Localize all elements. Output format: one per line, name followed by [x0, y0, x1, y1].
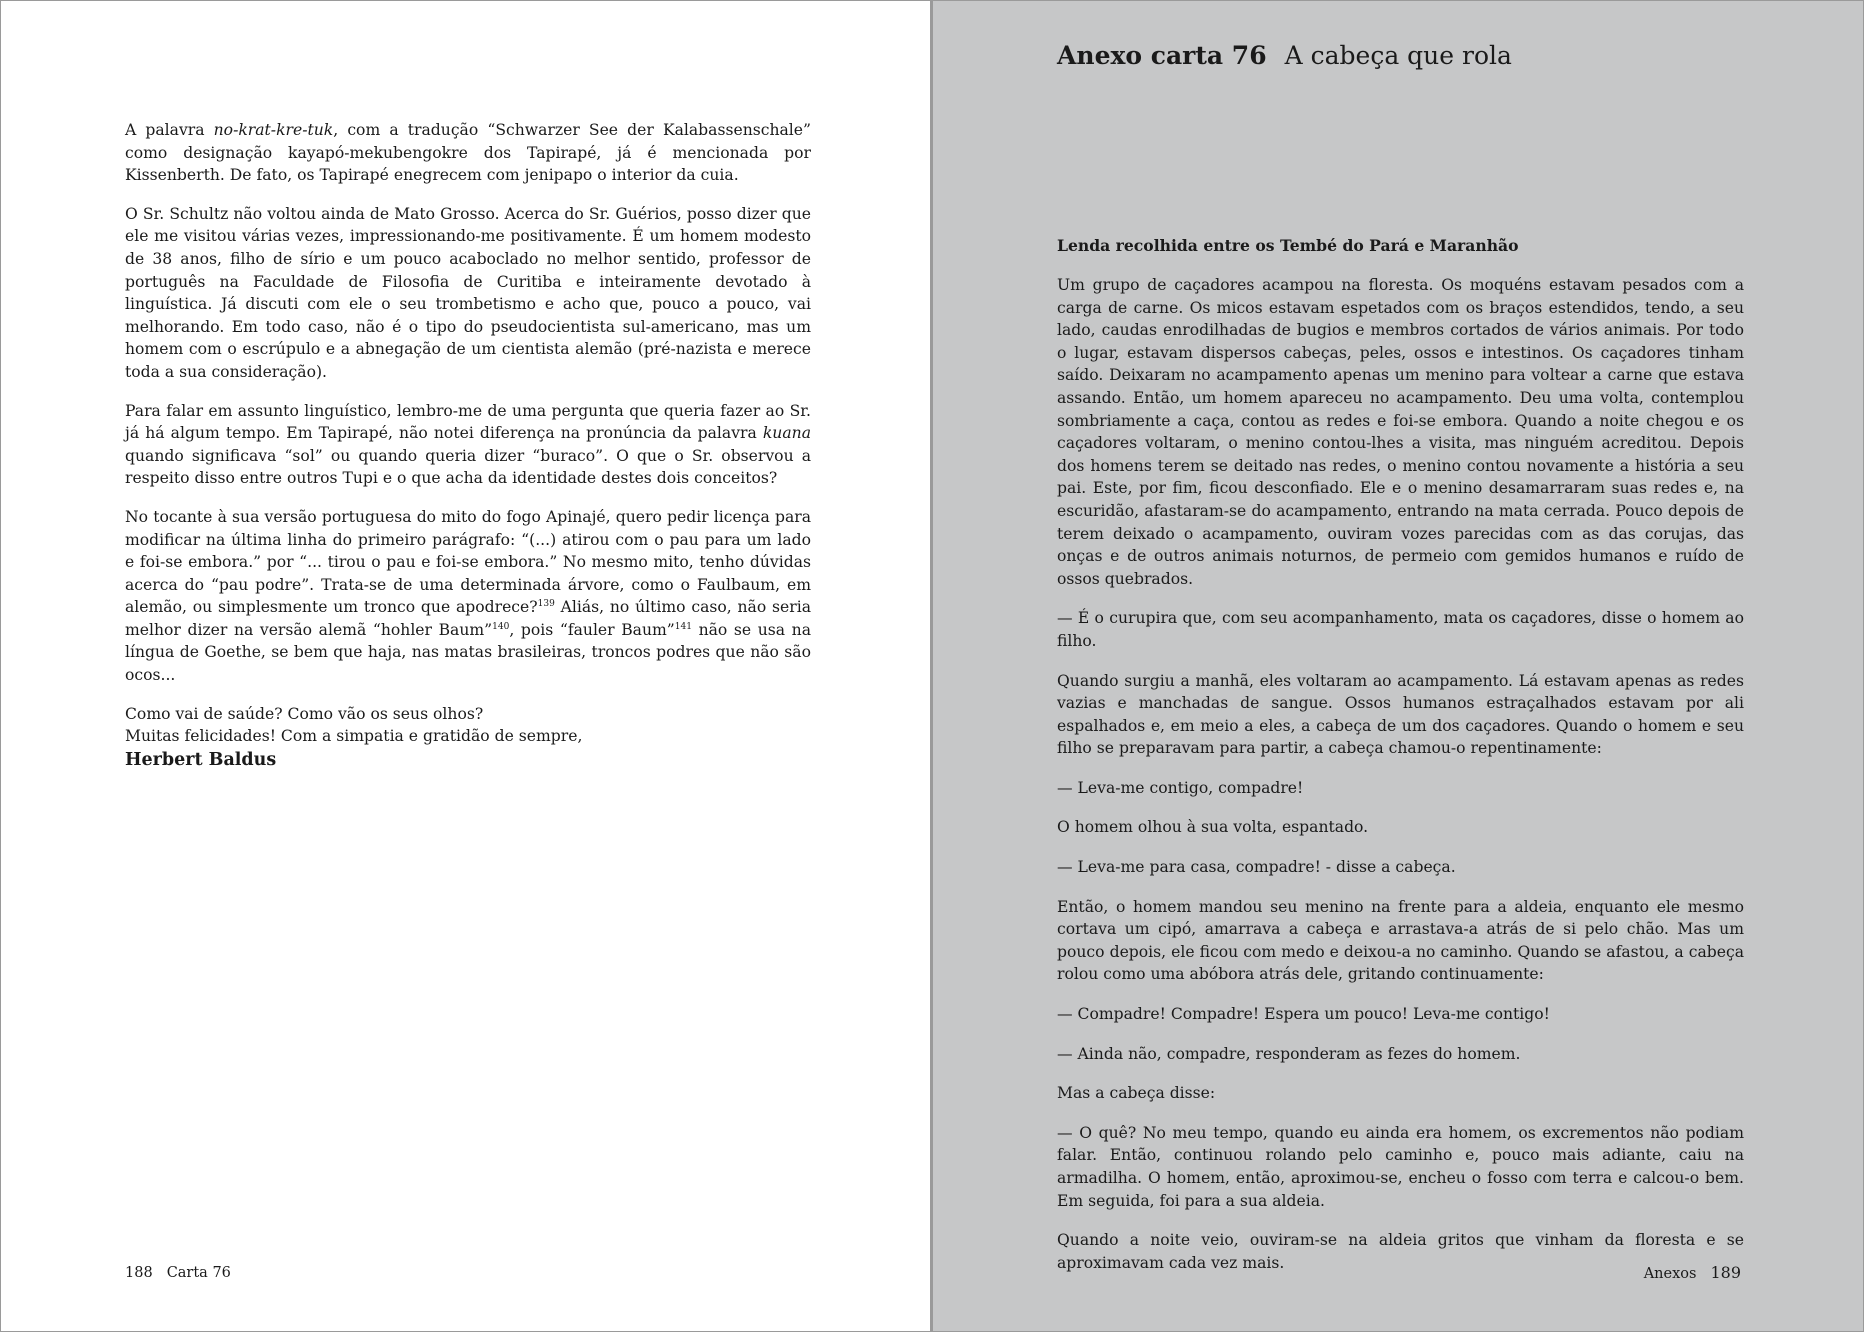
closing-line: Muitas felicidades! Com a simpatia e gratidão de sempre, — [125, 727, 583, 746]
legend-paragraph: — Leva-me contigo, compadre! — [1057, 778, 1304, 797]
footnote-ref: 139 — [537, 599, 555, 610]
right-page — [931, 0, 1864, 1332]
left-page — [0, 0, 931, 1332]
text-run: O Sr. Schultz não voltou ainda de Mato Grosso. Acerca do Sr. Guérios, posso dizer que ele me visitou várias vezes, impressionando-me positivamente. É um homem modesto de 38 anos, filho de sírio e um pouco acaboclado no melhor sentido, professor de português na Faculdade de Filosofia de Curitiba e inteiramente devotado à linguística. Já discuti com ele o seu trombetismo e acho que, pouco a pouco, vai melhorando. Em todo caso, não é o tipo do pseudocientista sul-americano, mas um homem com o escrúpulo e a abnegação de um cientista alemão (pré-nazista e merece toda a sua consideração). — [125, 204, 811, 381]
legend-paragraph: — Leva-me para casa, compadre! - disse a cabeça. — [1057, 858, 1456, 877]
legend-paragraph: Um grupo de caçadores acampou na floresta. Os moquéns estavam pesados com a carga de carne. Os micos estavam espetados com os braços estendidos, tendo, a seu lado, caudas enrodilhadas de bugios e membros cortados de vários animais. Por todo o lugar, estavam dispersos cabeças, peles, ossos e intestinos. Os caçadores tinham saído. Deixaram no acampamento apenas um menino para voltear a carne que estava assando. Então, um homem apareceu no acampamento. Deu uma volta, contemplou sombriamente a caça, contou as redes e foi-se embora. Quando a noite chegou e os caçadores voltaram, o menino contou-lhes a visita, mas ninguém acreditou. Depois dos homens terem se deitado nas redes, o menino contou novamente a história a seu pai. Este, por fim, ficou desconfiado. Ele e o menino desamarraram suas redes e, na escuridão, afastaram-se do acampamento, entrando na mata cerrada. Pouco depois de terem deixado o acampamento, ouviram vozes parecidas com as das corujas, das onças e de outros animais noturnos, de permeio com gemidos humanos e ruído de ossos quebrados. — [1057, 276, 1744, 588]
section-name: Anexos — [1643, 1266, 1697, 1282]
legend-paragraph: O homem olhou à sua volta, espantado. — [1057, 818, 1369, 837]
text-run: , pois “fauler Baum” — [509, 620, 675, 639]
heading-label: Anexo carta 76 — [1057, 41, 1267, 70]
text-run: No tocante à sua versão portuguesa do mito do fogo Apinajé, quero pedir licença para modificar na última linha do primeiro parágrafo: “(...) atirou com o pau para um lado e foi-se embora.” por “... tirou o pau e foi-se embora.” No mesmo mito, tenho dúvidas acerca do “pau podre”. Trata-se de uma determinada árvore, como o Faulbaum, em alemão, ou simplesmente um tronco que apodrece? — [125, 507, 811, 617]
signature: Herbert Baldus — [125, 749, 277, 770]
legend-paragraph: Então, o homem mandou seu menino na frente para a aldeia, enquanto ele mesmo cortava um cipó, amarrava a cabeça e arrastava-a atrás de si pelo chão. Mas um pouco depois, ele ficou com medo e deixou-a no caminho. Quando se afastou, a cabeça rolou como uma abóbora atrás dele, gritando continuamente: — [1057, 897, 1744, 984]
page-number: 189 — [1710, 1263, 1741, 1282]
right-page-footer — [1644, 1263, 1741, 1284]
letter-paragraph — [125, 119, 811, 187]
letter-paragraph — [125, 400, 811, 490]
legend-paragraph: — É o curupira que, com seu acompanhamento, mata os caçadores, disse o homem ao filho. — [1057, 609, 1744, 650]
legend-body — [1057, 235, 1744, 1291]
legend-paragraph: Quando surgiu a manhã, eles voltaram ao acampamento. Lá estavam apenas as redes vazias e manchadas de sangue. Ossos humanos estraçalhados estavam por ali espalhados e, em meio a eles, a cabeça de um dos caçadores. Quando o homem e seu filho se preparavam para partir, a cabeça chamou-o repentinamente: — [1057, 671, 1744, 758]
legend-paragraph: — O quê? No meu tempo, quando eu ainda era homem, os excrementos não podiam falar. Então, continuou rolando pelo caminho e, pouco mais adiante, caiu na armadilha. O homem, então, aproximou-se, encheu o fosso com terra e calcou-o bem. Em seguida, foi para a sua aldeia. — [1057, 1123, 1744, 1210]
text-run: quando significava “sol” ou quando queria dizer “buraco”. O que o Sr. observou a respeito disso entre outros Tupi e o que acha da identidade destes dois conceitos? — [125, 446, 811, 488]
italic-term: no-krat-kre-tuk — [213, 121, 334, 139]
text-run: Para falar em assunto linguístico, lembro-me de uma pergunta que queria fazer ao Sr. já há algum tempo. Em Tapirapé, não notei diferença na pronúncia da palavra — [125, 401, 811, 443]
chapter-heading — [1057, 39, 1512, 73]
text-run: , com a tradução “Schwarzer See der Kalabassenschale” como designação kayapó-mekubengokre dos Tapirapé, já é mencionada por Kissenberth. De fato, os Tapirapé enegrecem com jenipapo o interior da cuia. — [125, 121, 811, 185]
legend-subheading: Lenda recolhida entre os Tembé do Pará e Maranhão — [1057, 236, 1519, 255]
footnote-ref: 141 — [674, 621, 692, 632]
letter-paragraph — [125, 203, 811, 384]
legend-paragraph: Mas a cabeça disse: — [1057, 1084, 1216, 1103]
letter-body — [125, 119, 811, 772]
page-number: 188 — [125, 1265, 153, 1281]
legend-paragraph: Quando a noite veio, ouviram-se na aldeia gritos que vinham da floresta e se aproximavam cada vez mais. — [1057, 1231, 1744, 1272]
legend-paragraph: — Compadre! Compadre! Espera um pouco! Leva-me contigo! — [1057, 1005, 1550, 1024]
footnote-ref: 140 — [492, 621, 510, 632]
legend-paragraph: — Ainda não, compadre, responderam as fezes do homem. — [1057, 1044, 1521, 1063]
italic-term: kuana — [762, 424, 811, 443]
left-page-footer — [125, 1263, 231, 1283]
text-run: não se usa na língua de Goethe, se bem que haja, nas matas brasileiras, troncos podres que não são ocos... — [125, 620, 812, 685]
letter-paragraph — [125, 506, 811, 687]
running-title: Carta 76 — [166, 1265, 231, 1281]
text-run: Aliás, no último caso, não seria melhor dizer na versão alemã “hohler Baum” — [125, 598, 812, 639]
text-run: A palavra — [125, 121, 214, 139]
closing-line: Como vai de saúde? Como vão os seus olhos? — [125, 704, 484, 723]
heading-title: A cabeça que rola — [1284, 41, 1512, 70]
